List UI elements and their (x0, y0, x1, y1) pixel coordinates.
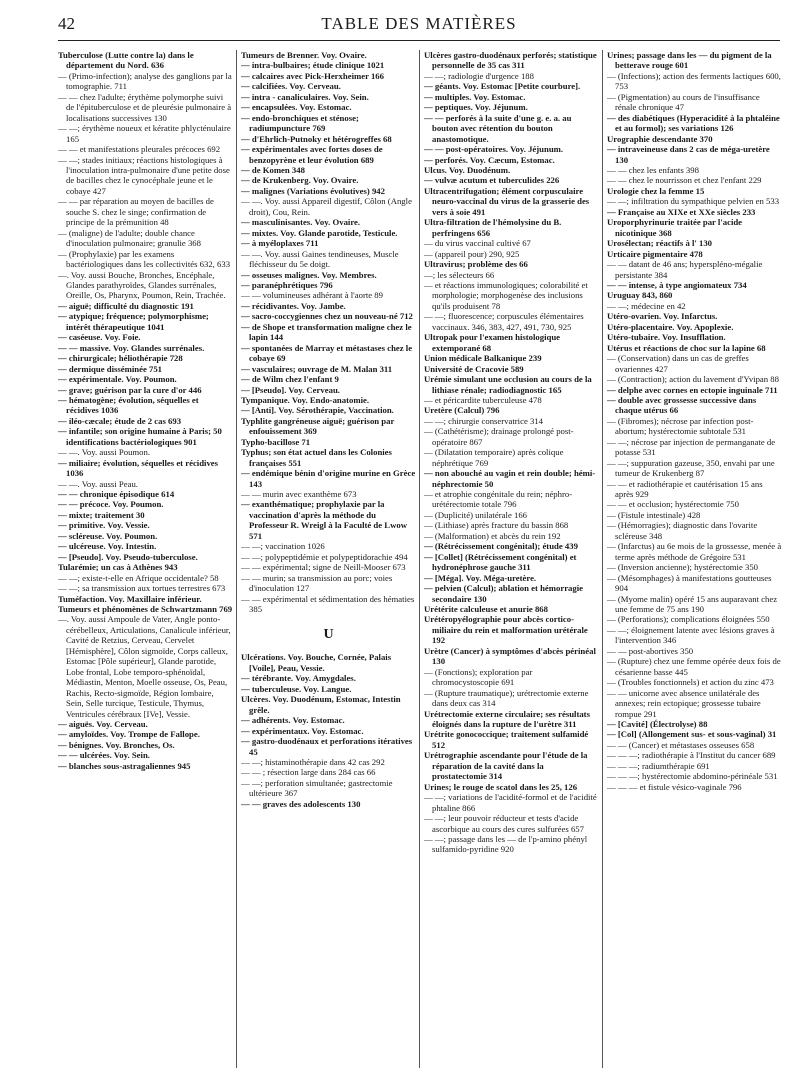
index-entry: — —; perforation simultanée; gastrectomie ultérieure 367 (241, 777, 393, 799)
index-columns (58, 50, 780, 1070)
index-entry: — —; existe-t-elle en Afrique occidentale? 58 (58, 572, 219, 583)
index-entry: — mixtes. Voy. Glande parotide, Testicule. (241, 227, 398, 238)
index-entry: — scléreuse. Voy. Poumon. (58, 530, 158, 541)
index-entry: Urétéropyélographie pour abcès cortico-miliaire du rein et malformation urétérale 192 (424, 614, 588, 646)
index-entry: — ulcéreuse. Voy. Intestin. (58, 541, 157, 552)
index-entry: Uroporphyrinurie traitée par l'acide nicotinique 368 (607, 217, 743, 238)
index-entry: — —; sa transmission aux tortues terrestres 673 (58, 583, 226, 594)
index-entry: — — et occlusion; hystérectomie 750 (607, 499, 739, 510)
index-entry: — géants. Voy. Estomac [Petite courbure]. (424, 81, 581, 92)
index-entry: — intra - canaliculaires. Voy. Sein. (241, 91, 369, 102)
index-entry: Urétérite calculeuse et anurie 868 (424, 604, 548, 615)
index-entry: —. Voy. aussi Ampoule de Vater, Angle ponto-cérébelleux, Articulations, Canalicule inférieur, Cavité de Retzius, Cerveau, Cervelet [Hémisphère], Côlon sigmoïde, Corps calleux, Estomac [Pôle supérieur], Glande parotide, Lobe frontal, Lobe temporo-sphénoïdal, Médiastin, Menton, Moelle osseuse, Os, Peau, Rachis, Recto-sigmoïde, Région lombaire, Sein, Selle turcique, Testicule, Thymus, Ventricules cérébraux [IVe], Vessie. (58, 614, 231, 719)
index-entry: Ultropak pour l'examen histologique extemporané 68 (424, 332, 561, 353)
index-entry: — endo-bronchiques et sténose; radiumpuncture 769 (241, 112, 359, 134)
index-entry: — expérimentales avec fortes doses de benzopyrène et leur évolution 689 (241, 144, 383, 165)
index-entry: — — ; résection large dans 284 cas 66 (241, 767, 376, 778)
index-entry: — — —; radiumthérapie 691 (607, 760, 710, 771)
index-entry: — — précoce. Voy. Poumon. (58, 499, 164, 510)
index-entry: — (Malformation) et abcès du rein 192 (424, 530, 561, 541)
index-entry: Union médicale Balkanique 239 (424, 353, 542, 364)
index-entry: — mixte; traitement 30 (58, 509, 145, 520)
index-entry: Uretère (Calcul) 796 (424, 405, 500, 416)
index-column-1 (58, 50, 233, 1070)
index-entry: — endémique bénin d'origine murine en Grèce 143 (241, 468, 416, 489)
index-entry: — perforés. Voy. Cæcum, Estomac. (424, 154, 555, 165)
page-number: 42 (58, 14, 75, 33)
index-entry: — de Shope et transformation maligne chez le lapin 144 (241, 321, 412, 343)
index-entry: — (Inversion ancienne); hystérectomie 350 (607, 562, 759, 573)
index-entry: Tympanique. Voy. Endo-anatomie. (241, 394, 370, 405)
index-entry: —. Voy. aussi Bouche, Bronches, Encéphale, Glandes parathyroïdes, Glandes surrénales, Oreille, Os, Pharynx, Poumon, Rein, Trachée. (58, 269, 226, 301)
index-entry: — vulvæ acutum et tuberculides 226 (424, 175, 560, 186)
index-entry: — iléo-cæcale; étude de 2 cas 693 (58, 415, 182, 426)
index-entry: — (Troubles fonctionnels) et action du zinc 473 (607, 677, 774, 688)
index-entry: — (Fibromes); nécrose par infection post-abortum; hystérectomie subtotale 531 (607, 415, 754, 437)
index-entry: — (maligne) de l'adulte; double chance d'inoculation pulmonaire; granulie 368 (58, 227, 201, 249)
index-entry: — masculinisantes. Voy. Ovaire. (241, 217, 361, 228)
index-entry: Typho-bacillose 71 (241, 436, 311, 447)
index-entry: — miliaire; évolution, séquelles et récidives 1036 (58, 457, 219, 479)
index-entry: — dermique disséminée 751 (58, 363, 163, 374)
index-entry: — paranéphrétiques 796 (241, 279, 333, 290)
index-entry: — amyloïdes. Voy. Trompe de Fallope. (58, 729, 200, 740)
index-entry: — —. Voy. aussi Gaines tendineuses, Muscle fléchisseur du 5e doigt. (241, 248, 399, 270)
index-entry: — [Collet] (Rétrécissement congénital) et hydronéphrose gauche 311 (424, 551, 577, 573)
index-entry: — —; nécrose par injection de permanganate de potasse 531 (607, 436, 776, 458)
index-entry: — blanches sous-astragaliennes 945 (58, 760, 191, 771)
index-entry: — (Mésomphages) à manifestations goutteuses 904 (607, 572, 772, 594)
index-entry: — exanthématique; prophylaxie par la vaccination d'après la méthode du Professeur R. Wreigl à la Faculté de Lwow 571 (241, 499, 407, 541)
index-entry: — Française au XIXe et XXe siècles 233 (607, 206, 756, 217)
index-entry: — — et manifestations pleurales précoces 692 (58, 144, 221, 155)
index-entry: — de Wilm chez l'enfant 9 (241, 374, 339, 385)
index-entry: — — datant de 46 ans; hyperspléno-mégalie persistante 384 (607, 259, 763, 280)
index-entry: — (Infarctus) au 6e mois de la grossesse, menée à terme après méthode de Grégoire 531 (607, 541, 782, 562)
index-entry: — — chez l'adulte; érythème polymorphe suivi de l'épituberculose et de pleurésie pulmonaire à localisations successives 130 (58, 91, 232, 123)
index-entry: — (Fistule intestinale) 428 (607, 509, 701, 520)
index-entry: — spontanées de Marray et métastases chez le cobaye 69 (241, 342, 413, 364)
index-entry: — —; polypeptidémie et polypeptidorachie 494 (241, 551, 408, 562)
index-entry: — — et radiothérapie et cautérisation 15 ans après 929 (607, 478, 763, 500)
index-entry: Tuméfaction. Voy. Maxillaire inférieur. (58, 593, 202, 604)
index-entry: — — unicorne avec absence unilatérale des annexes; rein ectopique; grossesse tubaire rompue 291 (607, 687, 761, 719)
index-entry: — (Hémorragies); diagnostic dans l'ovarite scléreuse 348 (607, 520, 758, 541)
index-entry: — intraveineuse dans 2 cas de méga-uretère 130 (607, 144, 770, 165)
index-entry: Typhlite gangréneuse aiguë; guérison par enfouissement 369 (241, 415, 395, 437)
index-entry: Urines; le rouge de scatol dans les 25, 126 (424, 781, 578, 792)
index-entry: Ulcérations. Voy. Bouche, Cornée, Palais [Voile], Peau, Vessie. (241, 652, 392, 673)
index-entry: — [Pseudo]. Voy. Pseudo-tuberculose. (58, 551, 198, 562)
index-entry: — et péricardite tuberculeuse 478 (424, 394, 542, 405)
index-entry: — — —; radiothérapie à l'Institut du cancer 689 (607, 750, 776, 761)
index-entry: — (Myome malin) opéré 15 ans auparavant chez une femme de 75 ans 190 (607, 593, 778, 615)
index-entry: — —; stades initiaux; réactions histologiques à l'inoculation intra-pulmonaire d'une petite dose de bacilles chez le cynocéphale jeune et le cobaye 427 (58, 154, 230, 196)
index-entry: Utérus et réactions de choc sur la lapine 68 (607, 342, 766, 353)
index-entry: — (Rétrécissement congénital); étude 439 (424, 541, 578, 552)
index-entry: — — murin; sa transmission au porc; voies d'inoculation 127 (241, 572, 393, 594)
index-entry: — —; histaminothérapie dans 42 cas 292 (241, 757, 385, 767)
index-entry: — — chez le nourrisson et chez l'enfant 229 (607, 175, 762, 186)
index-entry: Tumeurs et phénomènes de Schwartzmann 769 (58, 604, 233, 615)
index-entry: — encapsulées. Voy. Estomac. (241, 102, 352, 113)
index-entry: — peptiques. Voy. Jéjunum. (424, 102, 528, 113)
index-entry: — —; passage dans les — de l'p-amino phényl sulfamido-pyridine 920 (424, 833, 588, 855)
index-entry: — (Prophylaxie) par les examens bactériologiques dans les collectivités 632, 633 (58, 248, 231, 270)
index-entry: — — par réparation au moyen de bacilles de souche S. chez le singe; confirmation de principe de la prémunition 48 (58, 196, 214, 228)
index-entry: — intra-bulbaires; étude clinique 1021 (241, 60, 385, 71)
index-entry: — de Komen 348 (241, 164, 305, 175)
index-entry: — (appareil pour) 290, 925 (424, 248, 520, 259)
index-entry: Ultracentrifugation; élément corpusculaire neuro-vaccinal du virus de la grasserie des vers à soie 491 (424, 185, 590, 217)
index-column-4 (607, 50, 782, 1070)
index-entry: — (Conservation) dans un cas de greffes ovariennes 427 (607, 353, 749, 374)
index-entry: Ulcères. Voy. Duodénum, Estomac, Intestin grêle. (241, 694, 401, 715)
index-entry: — (Lithiase) après fracture du bassin 868 (424, 520, 569, 531)
index-entry: — — ulcérées. Voy. Sein. (58, 750, 150, 761)
index-entry: Ultra-filtration de l'hémolysine du B. perfringens 656 (424, 217, 562, 238)
index-entry: — —; leur pouvoir réducteur et tests d'acide ascorbique au cours des cures sulfurées 657 (424, 813, 584, 834)
index-entry: — — —; hystérectomie abdomino-périnéale 531 (607, 771, 778, 782)
index-entry: — —; chirurgie conservatrice 314 (424, 415, 544, 426)
index-entry: — d'Ehrlich-Putnoky et hétérogreffes 68 (241, 133, 392, 144)
index-entry: — calcifiées. Voy. Cerveau. (241, 81, 341, 92)
index-entry: — [Méga]. Voy. Méga-uretère. (424, 572, 537, 583)
index-entry: — aiguë; difficulté du diagnostic 191 (58, 300, 194, 311)
index-entry: — — perforés à la suite d'une g. e. a. au bouton avec rétention du bouton anastomotique. (424, 112, 572, 144)
index-entry: — tuberculeuse. Voy. Langue. (241, 683, 352, 694)
index-entry: — récidivantes. Voy. Jambe. (241, 300, 346, 311)
index-entry: — non abouché au vagin et rein double; hémi-néphrectomie 50 (424, 468, 596, 489)
index-entry: Urographie descendante 370 (607, 133, 713, 144)
index-entry: Urines; passage dans les — du pigment de la betterave rouge 601 (607, 50, 772, 71)
index-entry: — —; vaccination 1026 (241, 541, 325, 552)
index-entry: — (Rupture traumatique); urétrectomie externe dans deux cas 314 (424, 687, 589, 709)
index-entry: — gastro-duodénaux et perforations itératives 45 (241, 736, 413, 757)
index-entry: — —; fluorescence; corpuscules élémentaires vaccinaux. 346, 383, 427, 491, 730, 925 (424, 311, 584, 332)
index-entry: Urétrectomie externe circulaire; ses résultats éloignés dans la rupture de l'urètre 311 (424, 708, 590, 729)
index-entry: Utéro-ovarien. Voy. Infarctus. (607, 311, 718, 322)
index-entry: — à myéloplaxes 711 (241, 238, 319, 249)
index-entry: — — chez les enfants 398 (607, 164, 699, 175)
index-entry: Tularémie; un cas à Athènes 943 (58, 562, 178, 573)
index-entry: — pelvien (Calcul); ablation et hémorragie secondaire 130 (424, 583, 584, 604)
index-entry: Urètre (Cancer) à symptômes d'abcès périnéal 130 (424, 645, 596, 667)
index-entry: — — chronique épisodique 614 (58, 489, 175, 500)
index-entry: Ulcères gastro-duodénaux perforés; statistique personnelle de 35 cas 311 (424, 50, 597, 71)
index-entry: — (Rupture) chez une femme opérée deux fois de césarienne basse 445 (607, 656, 781, 677)
index-entry: Ulcus. Voy. Duodénum. (424, 164, 511, 175)
index-column-2 (241, 50, 416, 1070)
index-entry: — aiguës. Voy. Cerveau. (58, 719, 148, 729)
index-entry: — —; infiltration du sympathique pelvien en 533 (607, 196, 780, 207)
index-entry: Utéro-tubaire. Voy. Insufflation. (607, 332, 726, 343)
index-entry: — —. Voy. aussi Peau. (58, 478, 138, 489)
index-entry: — — — et fistule vésico-vaginale 796 (607, 781, 742, 792)
index-entry: — [Anti]. Voy. Sérothérapie, Vaccination. (241, 405, 394, 416)
index-entry: — et atrophie congénitale du rein; néphro-urétérectomie totale 796 (424, 489, 573, 510)
index-entry: — (Duplicité) unilatérale 166 (424, 509, 528, 520)
index-entry: Urétrite gonococcique; traitement sulfamidé 512 (424, 729, 589, 750)
index-entry: — chirurgicale; héliothérapie 728 (58, 353, 183, 364)
index-entry: Typhus; son état actuel dans les Colonies françaises 551 (241, 447, 392, 468)
index-entry: — —. Voy. aussi Poumon. (58, 447, 151, 458)
index-entry: Urosélectan; réactifs à l' 130 (607, 238, 713, 249)
index-entry: — térébrante. Voy. Amygdales. (241, 673, 356, 684)
index-entry: — —; médecine en 42 (607, 300, 686, 311)
index-entry: — du virus vaccinal cultivé 67 (424, 238, 531, 249)
index-entry: Urémie simulant une occlusion au cours de la lithiase rénale; radiodiagnostic 165 (424, 374, 592, 395)
index-entry: — malignes (Variations évolutives) 942 (241, 185, 385, 196)
index-entry: — sacro-coccygiennes chez un nouveau-né 712 (241, 311, 413, 322)
page-title: TABLE DES MATIÈRES (321, 14, 517, 33)
index-entry: — (Fonctions); exploration par chromocystoscopie 691 (424, 666, 533, 688)
index-entry: — (Perforations); complications éloignées 550 (607, 614, 770, 625)
index-entry: Ultravirus; problème des 66 (424, 259, 528, 270)
index-entry: — (Primo-infection); analyse des ganglions par la tomographie. 711 (58, 70, 232, 92)
index-entry: Tumeurs de Brenner. Voy. Ovaire. (241, 50, 367, 60)
index-entry: — vasculaires; ouvrage de M. Malan 311 (241, 363, 393, 374)
index-entry: — — post-opératoires. Voy. Jéjunum. (424, 144, 564, 155)
index-entry: — — volumineuses adhérant à l'aorte 89 (241, 290, 383, 301)
index-entry: — (Cathétérisme); drainage prolongé post-opératoire 867 (424, 426, 574, 447)
index-entry: — multiples. Voy. Estomac. (424, 91, 526, 102)
index-entry: — expérimentaux. Voy. Estomac. (241, 725, 364, 736)
index-entry: — infantile; son origine humaine à Paris; 50 identifications bactériologiques 901 (58, 426, 222, 447)
index-entry: Tuberculose (Lutte contre la) dans le département du Nord. 636 (58, 50, 194, 71)
index-entry: — [Cavité] (Électrolyse) 88 (607, 719, 708, 729)
index-entry: — — intense, à type angiomateux 734 (607, 279, 747, 290)
index-entry: — (Contraction); action du lavement d'Yvipan 88 (607, 374, 779, 385)
index-entry: — —; suppuration gazeuse, 350, envahi par une tumeur de Krukenberg 87 (607, 457, 775, 479)
index-entry: — caséeuse. Voy. Foie. (58, 332, 141, 343)
index-entry: Urétrographie ascendante pour l'étude de la réparation de la cavité dans la prostatectomie 314 (424, 750, 588, 782)
index-entry: — — (Cancer) et métastases osseuses 658 (607, 739, 755, 750)
index-entry: Urticaire pigmentaire 478 (607, 248, 703, 259)
index-entry: — —; variations de l'acidité-formol et de l'acidité phtaline 866 (424, 792, 597, 813)
index-entry: — [Pseudo]. Voy. Cerveau. (241, 384, 340, 395)
index-entry: Utéro-placentaire. Voy. Apoplexie. (607, 321, 734, 332)
index-entry: — de Krukenberg. Voy. Ovaire. (241, 175, 359, 186)
index-entry: — calcaires avec Pick-Herxheimer 166 (241, 70, 384, 81)
index-entry: — — expérimental et sédimentation des hématies 385 (241, 593, 415, 615)
index-entry: Urologie chez la femme 15 (607, 185, 705, 196)
index-entry: — — massive. Voy. Glandes surrénales. (58, 342, 205, 353)
header-rule (58, 40, 780, 41)
index-entry: Université de Cracovie 589 (424, 363, 524, 374)
index-entry: — des diabétiques (Hyperacidité à la phtaléine et au formol); ses variations 126 (607, 112, 780, 134)
index-entry: — osseuses malignes. Voy. Membres. (241, 269, 377, 280)
page-header (58, 14, 780, 38)
index-entry: Uruguay 843, 860 (607, 290, 673, 301)
index-entry: — — post-abortives 350 (607, 645, 694, 656)
index-entry: — hématogène; évolution, séquelles et récidives 1036 (58, 394, 199, 416)
index-entry: — —; radiologie d'urgence 188 (424, 70, 534, 81)
index-entry: — [Col] (Allongement sus- et sous-vaginal) 31 (607, 729, 777, 740)
index-entry: — delphe avec cornes en ectopie inguinale 711 (607, 384, 778, 395)
index-entry: — double avec grossesse successive dans chaque utérus 66 (607, 394, 757, 416)
index-column-3 (424, 50, 599, 1070)
index-entry: — primitive. Voy. Vessie. (58, 520, 150, 531)
index-entry: — atypique; fréquence; polymorphisme; intérêt thérapeutique 1041 (58, 311, 209, 332)
index-entry: — grave; guérison par la cure d'or 446 (58, 384, 202, 395)
index-entry: — —; érythème noueux et kératite phlycténulaire 165 (58, 123, 231, 144)
index-entry: — bénignes. Voy. Bronches, Os. (58, 739, 175, 750)
index-entry: — adhérents. Voy. Estomac. (241, 715, 345, 726)
index-entry: — (Pigmentation) au cours de l'insuffisance rénale chronique 47 (607, 91, 760, 113)
index-entry: — — expérimental; signe de Neill-Mooser 673 (241, 562, 406, 573)
section-letter: U (323, 627, 334, 643)
index-entry: — — murin avec exanthème 673 (241, 489, 357, 500)
index-entry: — expérimentale. Voy. Poumon. (58, 374, 177, 385)
index-entry: — — graves des adolescents 130 (241, 798, 361, 809)
index-entry: — —. Voy. aussi Appareil digestif, Côlon (Angle droit), Cou, Rein. (241, 196, 412, 217)
index-entry: — et réactions immunologiques; colorabilité et morphologie; morphogenèse des inclusions qu'ils produisent 78 (424, 279, 588, 311)
index-entry: —; les sélecteurs 66 (424, 269, 495, 280)
index-entry: — —; éloignement latente avec lésions graves à l'intervention 346 (607, 624, 775, 646)
index-entry: — (Dilatation temporaire) après colique néphrétique 769 (424, 447, 564, 468)
index-entry: — (Infections); action des ferments lactiques 600, 753 (607, 70, 781, 92)
